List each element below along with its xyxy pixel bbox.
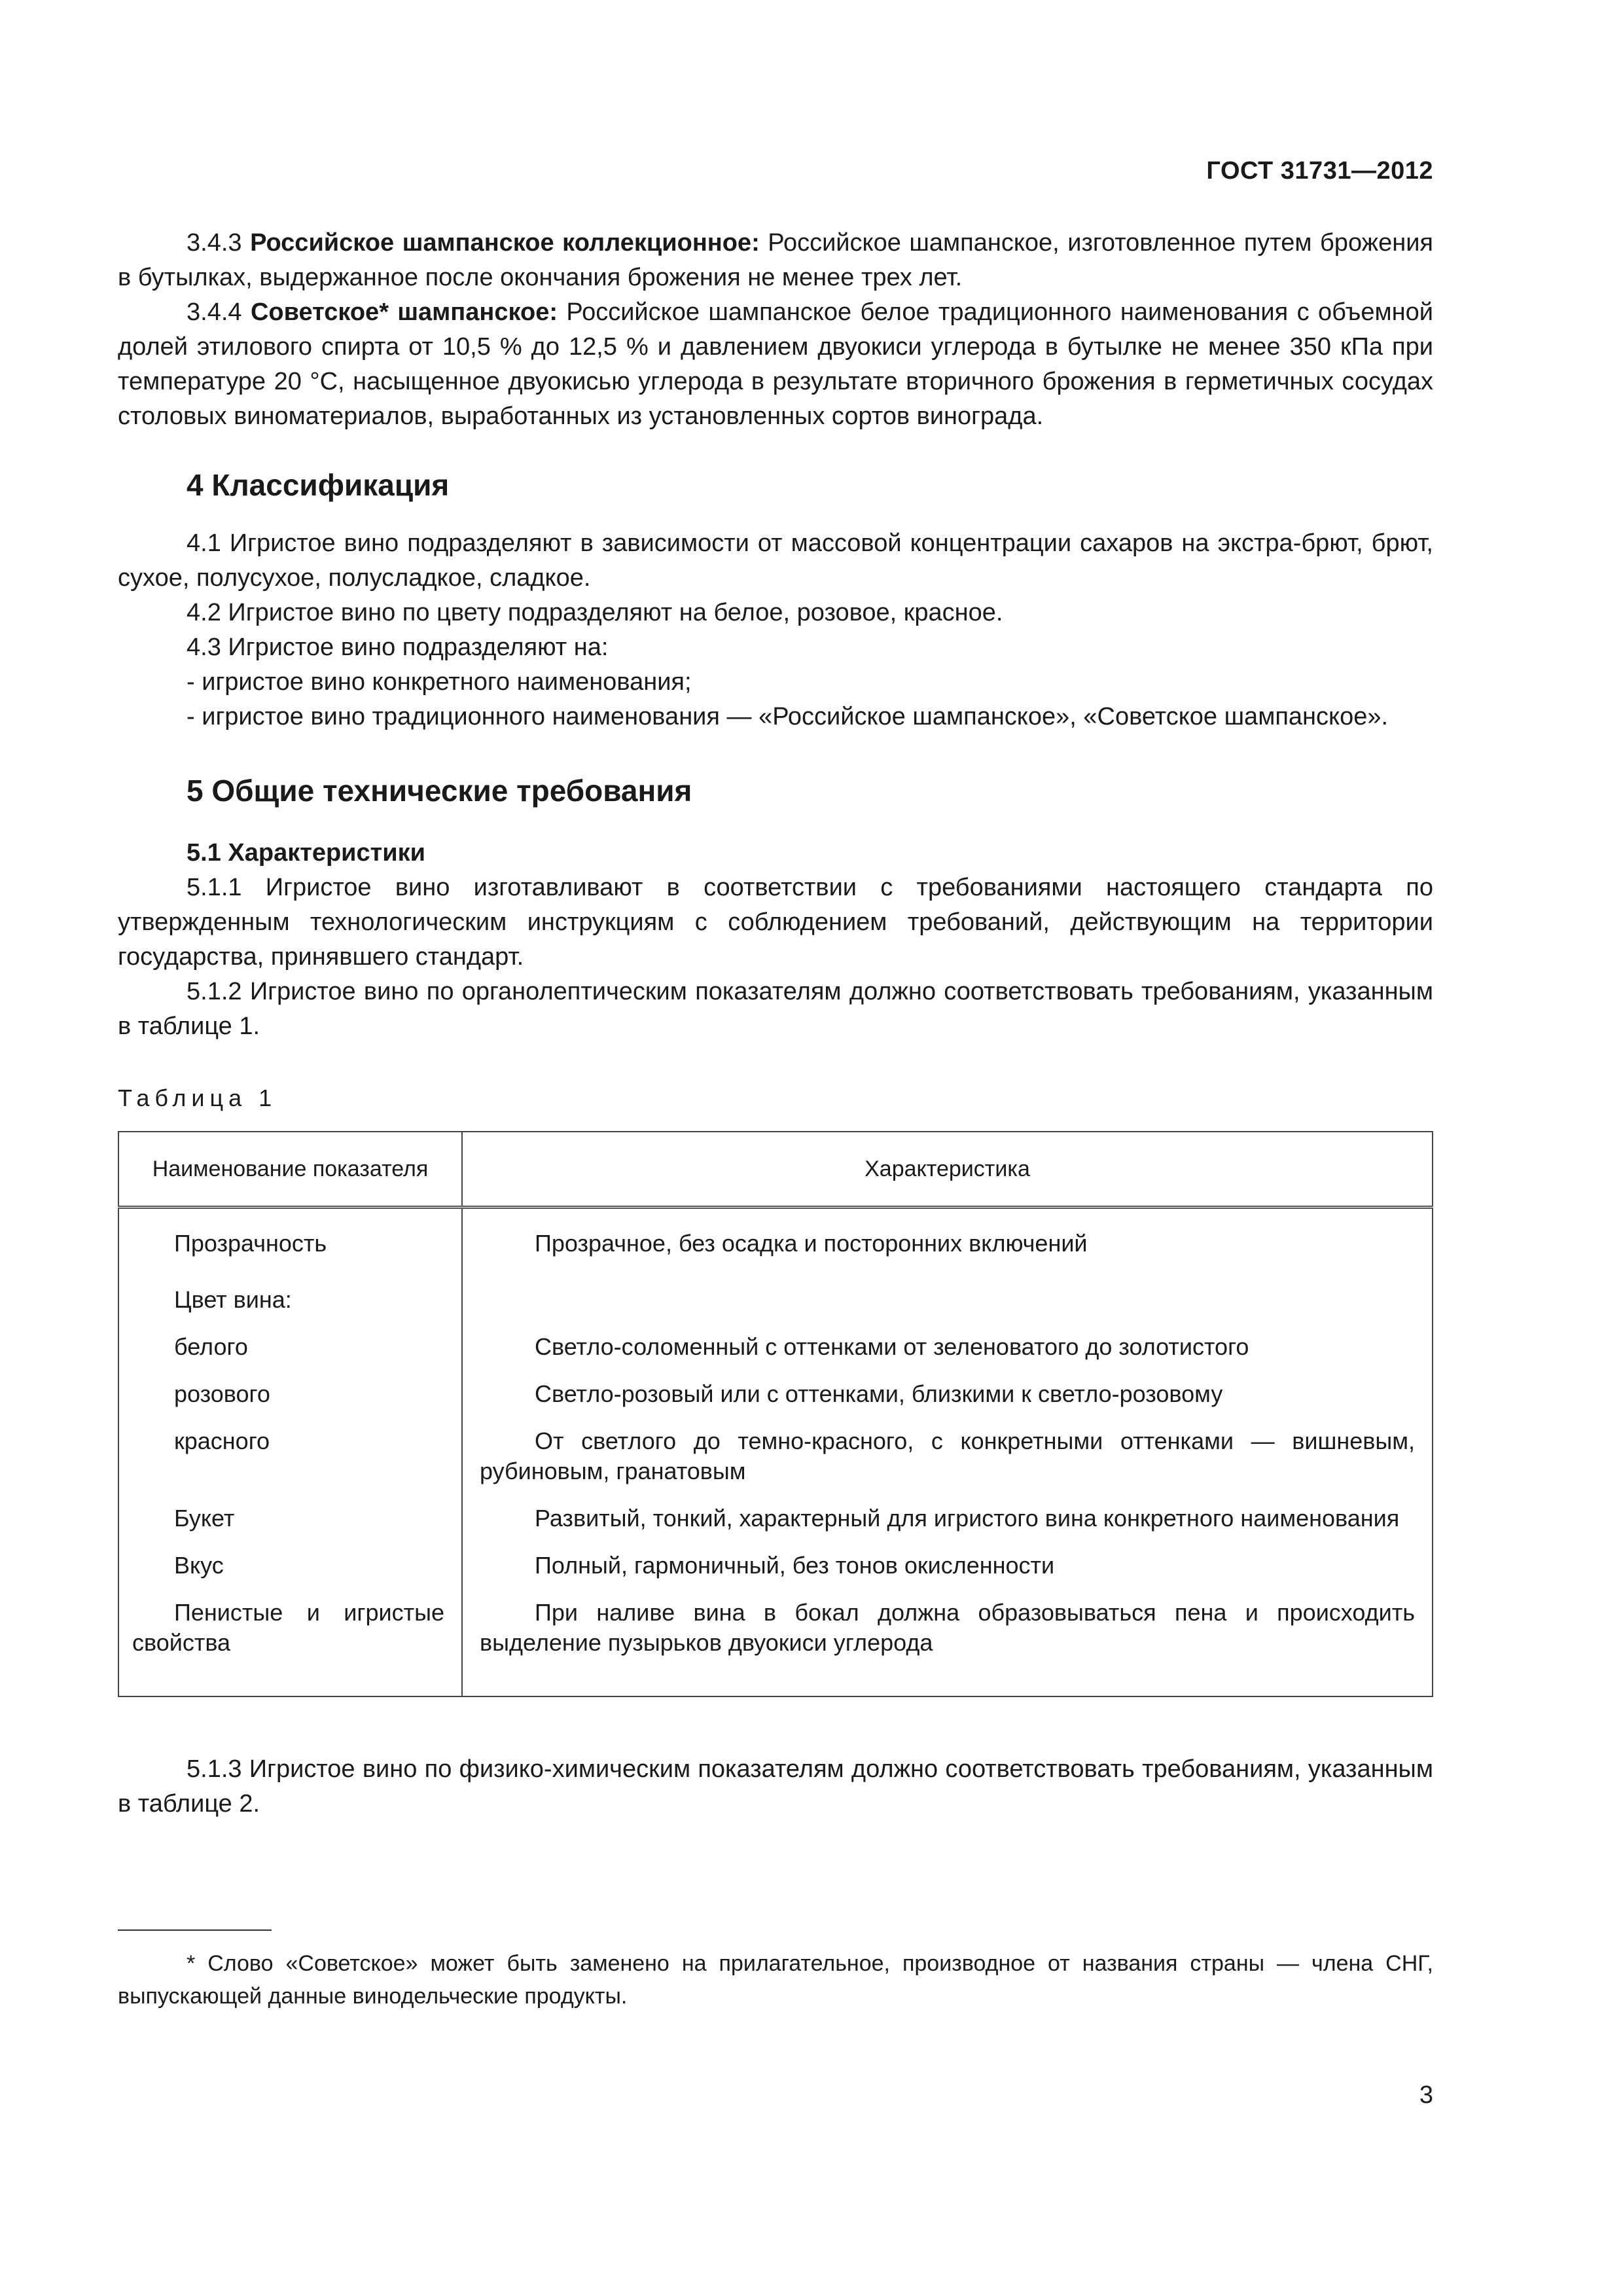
document-code: ГОСТ 31731—2012 xyxy=(1206,157,1433,185)
table-row xyxy=(118,1362,1433,1409)
clause-number: 3.4.3 xyxy=(187,229,242,257)
table-row xyxy=(118,1486,1433,1534)
list-item: - игристое вино традиционного наименования — «Российское шампанское», «Советское шампанское». xyxy=(187,703,1389,730)
table-row xyxy=(118,1268,1433,1315)
list-item: - игристое вино конкретного наименования; xyxy=(187,668,692,696)
term-title: Российское шампанское коллекционное: xyxy=(250,229,760,257)
table-cell-value: При наливе вина в бокал должна образовываться пена и происходить выделение пузырьков двуокиси углерода xyxy=(480,1599,1415,1656)
clause-number: 3.4.4 xyxy=(187,298,242,326)
table-cell-name: Прозрачность xyxy=(174,1230,327,1257)
paragraph-3-4-4 xyxy=(118,295,1433,434)
table-cell-value: Развитый, тонкий, характерный для игристого вина конкретного наименования xyxy=(535,1505,1400,1532)
paragraph-5-1-2: 5.1.2 Игристое вино по органолептическим показателям должно соответствовать требованиям, указанным в таблице 1. xyxy=(118,978,1433,1040)
table-row xyxy=(118,1315,1433,1362)
paragraph-4-2: 4.2 Игристое вино по цвету подразделяют на белое, розовое, красное. xyxy=(187,599,1003,626)
table-cell-name: белого xyxy=(174,1333,248,1360)
table-row xyxy=(118,1581,1433,1696)
table-cell-value: Светло-розовый или с оттенками, близкими к светло-розовому xyxy=(535,1380,1223,1407)
table-cell-name: красного xyxy=(174,1427,270,1454)
table-cell-name: Пенистые и игристые свойства xyxy=(132,1599,444,1656)
page-content xyxy=(118,226,1433,1821)
section-title-4: 4 Классификация xyxy=(187,468,450,502)
section-title-5: 5 Общие технические требования xyxy=(187,774,692,808)
table-row xyxy=(118,1208,1433,1268)
table-row xyxy=(118,1534,1433,1581)
paragraph-5-1-3: 5.1.3 Игристое вино по физико-химическим показателям должно соответствовать требованиям, указанным в таблице 2. xyxy=(118,1755,1433,1818)
table-cell-name: Цвет вина: xyxy=(174,1286,292,1313)
organoleptic-table xyxy=(118,1131,1433,1697)
clause-text: Российское шампанское, изготовленное путем брожения в бутылках, выдержанное после окончания брожения не менее трех лет. xyxy=(118,229,1433,291)
table-cell-value: Прозрачное, без осадка и посторонних включений xyxy=(535,1230,1088,1257)
paragraph-5-1-1: 5.1.1 Игристое вино изготавливают в соответствии с требованиями настоящего стандарта по утвержденным технологическим инструкциям с соблюдением требований, действующим на территории государства, принявшего стандарт. xyxy=(118,874,1433,971)
table-cell-value: От светлого до темно-красного, с конкретными оттенками — вишневым, рубиновым, гранатовым xyxy=(480,1427,1415,1484)
table-header-cell: Характеристика xyxy=(462,1132,1433,1208)
table-cell-value: Светло-соломенный с оттенками от зеленоватого до золотистого xyxy=(535,1333,1249,1360)
footnote-divider xyxy=(118,1929,272,1931)
subsection-title-5-1: 5.1 Характеристики xyxy=(187,839,426,867)
clause-text: Российское шампанское белое традиционного наименования с объемной долей этилового спирта от 10,5 % до 12,5 % и давлением двуокиси углерода в бутылке не менее 350 кПа при температуре 20 °С, насыщенное двуокисью углерода в результате вторичного брожения в герметичных сосудах столовых виноматериалов, выработанных из установленных сортов винограда. xyxy=(118,298,1434,430)
table-caption: Таблица 1 xyxy=(118,1085,277,1111)
footnote: * Слово «Советское» может быть заменено на прилагательное, производное от названия страны — члена СНГ, выпускающей данные винодельческие продукты. xyxy=(118,1951,1433,2009)
table-header-cell: Наименование показателя xyxy=(118,1132,462,1208)
table-cell-name: Вкус xyxy=(174,1552,224,1579)
page-number: 3 xyxy=(1419,2081,1433,2109)
table-header-row xyxy=(118,1132,1433,1208)
term-title: Советское* шампанское: xyxy=(250,298,558,326)
paragraph-3-4-3 xyxy=(118,226,1433,295)
paragraph-4-3: 4.3 Игристое вино подразделяют на: xyxy=(187,634,609,661)
table-cell-value: Полный, гармоничный, без тонов окисленности xyxy=(535,1552,1055,1579)
table-cell-name: розового xyxy=(174,1380,270,1407)
paragraph-4-1: 4.1 Игристое вино подразделяют в зависимости от массовой концентрации сахаров на экстра-брют, брют, сухое, полусухое, полусладкое, сладкое. xyxy=(118,529,1433,592)
table-cell-name: Букет xyxy=(174,1505,235,1532)
table-row xyxy=(118,1409,1433,1486)
